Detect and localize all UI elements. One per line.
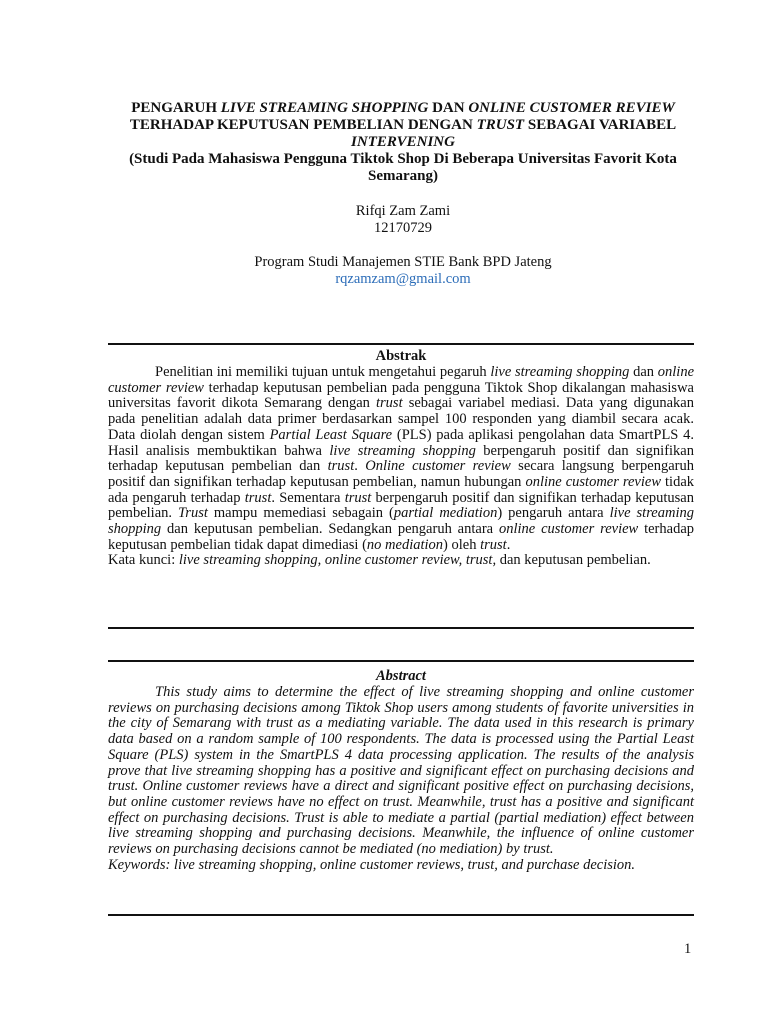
abstract-keywords: Keywords: live streaming shopping, online customer reviews, trust, and purchase decision. — [108, 856, 636, 873]
paper-title — [100, 100, 706, 185]
subtitle-line-2: Semarang) — [368, 168, 438, 184]
divider — [108, 660, 694, 662]
author-name: Rifqi Zam Zami — [355, 203, 451, 219]
divider — [108, 627, 694, 629]
divider — [108, 914, 694, 916]
title-line-1: PENGARUH LIVE STREAMING SHOPPING DAN ONLINE CUSTOMER REVIEW — [131, 100, 675, 116]
abstract-heading: Abstract — [376, 668, 426, 684]
abstrak-body — [108, 365, 694, 569]
author-id: 12170729 — [374, 220, 432, 236]
page-number: 1 — [684, 941, 692, 957]
author-email[interactable]: rqzamzam@gmail.com — [335, 271, 471, 287]
author-block — [100, 203, 706, 288]
abstrak-keywords: Kata kunci: live streaming shopping, online customer review, trust, dan keputusan pembelian. — [108, 552, 651, 569]
author-program: Program Studi Manajemen STIE Bank BPD Jateng — [254, 254, 552, 270]
abstrak-heading: Abstrak — [375, 348, 427, 364]
title-line-2: TERHADAP KEPUTUSAN PEMBELIAN DENGAN TRUST SEBAGAI VARIABEL — [129, 117, 677, 133]
abstrak-paragraph: Penelitian ini memiliki tujuan untuk mengetahui pegaruh live streaming shopping dan online customer review terhadap keputusan pembelian pada pengguna Tiktok Shop dikalangan mahasiswa universitas favorit dikota Semarang dengan trust sebagai variabel mediasi. Data yang digunakan pada penelitian adalah data primer berdasarkan sampel 100 responden yang diambil secara acak. Data diolah dengan sistem Partial Least Square (PLS) pada aplikasi pengolahan data SmartPLS 4. Hasil analisis membuktikan bahwa live streaming shopping berpengaruh positif dan signifikan terhadap keputusan pembelian dan trust. Online customer review secara langsung berpengaruh positif dan signifikan terhadap keputusan pembelian, namun hubungan online customer review tidak ada pengaruh terhadap trust. Sementara trust berpengaruh positif dan signifikan terhadap keputusan pembelian. Trust mampu memediasi sebagain (partial mediation) pengaruh antara live streaming shopping dan keputusan pembelian. Sedangkan pengaruh antara online customer review terhadap keputusan pembelian tidak dapat dimediasi (no mediation) oleh trust. — [108, 364, 695, 553]
title-line-3: INTERVENING — [351, 134, 455, 150]
abstract-body — [108, 685, 694, 873]
divider — [108, 343, 694, 345]
abstract-paragraph: This study aims to determine the effect of live streaming shopping and online customer reviews on purchasing decisions among Tiktok Shop users among students of favorite universities in the city of Semarang with trust as a mediating variable. The data used in this research is primary data based on a random sample of 100 respondents. The data is processed using the Partial Least Square (PLS) system in the SmartPLS 4 data processing application. The results of the analysis prove that live streaming shopping has a positive and significant effect on purchasing decisions and trust. Online customer reviews have a direct and significant positive effect on purchasing decisions, but online customer reviews have no effect on trust. Meanwhile, trust has a positive and significant effect on purchasing decisions. Trust is able to mediate a partial (partial mediation) effect between live streaming shopping and purchasing decisions. Meanwhile, the influence of online customer reviews on purchasing decisions cannot be mediated (no mediation) by trust. — [108, 684, 694, 858]
subtitle-line-1: (Studi Pada Mahasiswa Pengguna Tiktok Shop Di Beberapa Universitas Favorit Kota — [129, 151, 677, 167]
